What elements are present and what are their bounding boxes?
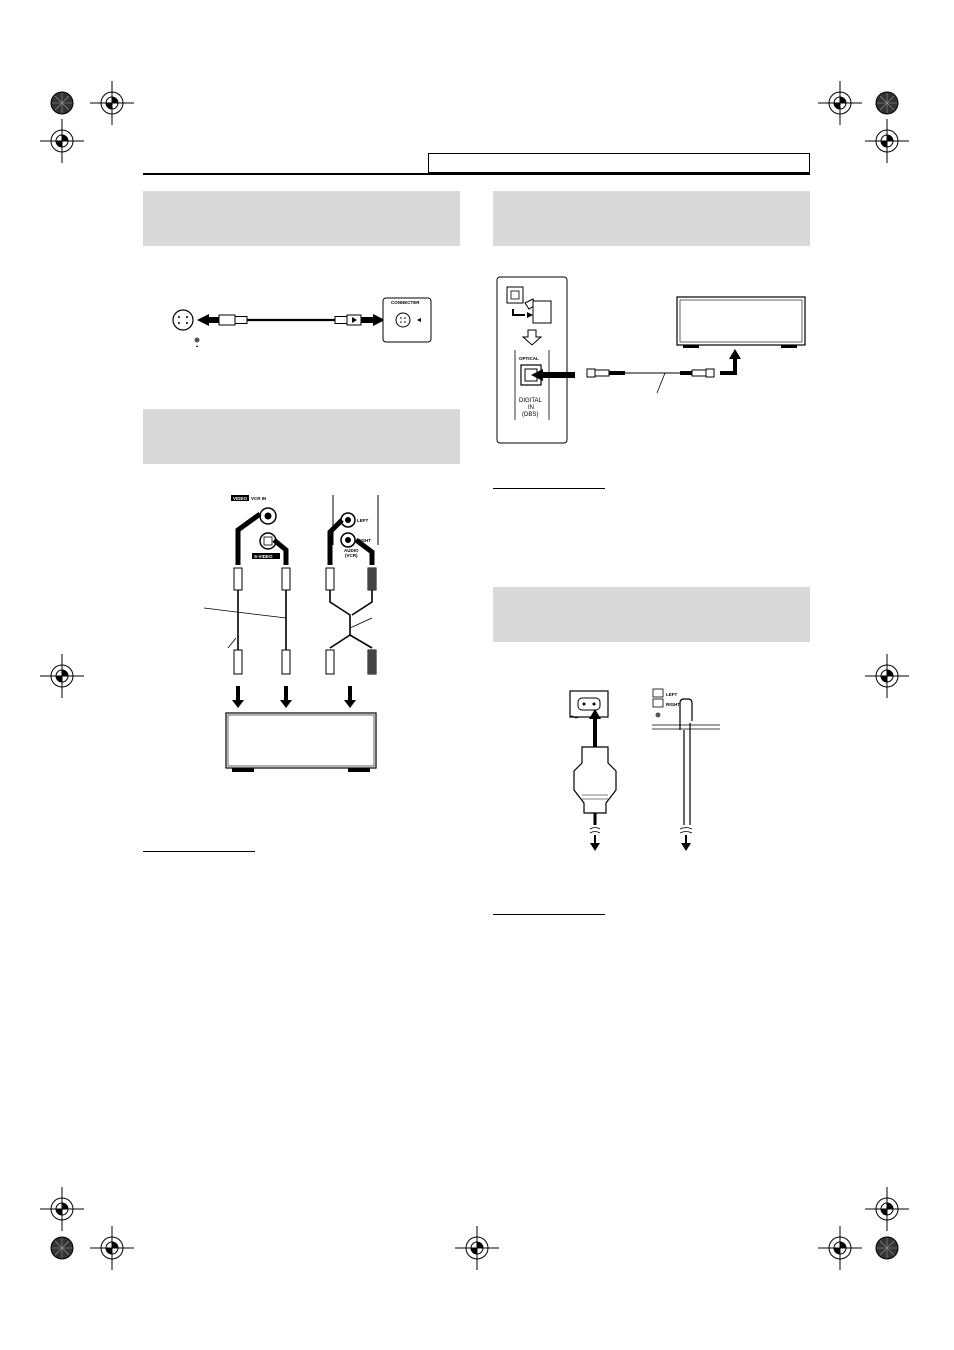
vcr-connection-diagram <box>200 490 400 780</box>
vcr-device-box <box>226 713 376 768</box>
arrow-down-icon <box>344 686 356 708</box>
crosshair-mark <box>865 654 909 698</box>
arrow-right-icon <box>361 314 385 326</box>
spk-left-label: LEFT <box>666 692 678 697</box>
dbs-tuner-box <box>677 297 805 345</box>
spk-right-label: RIGHT <box>666 702 680 707</box>
arrow-left-icon <box>197 314 221 326</box>
crosshair-mark <box>818 81 862 125</box>
connecter-label: CONNECTER <box>391 300 420 305</box>
power-cord-diagram <box>560 685 720 860</box>
starburst-mark <box>51 1237 73 1259</box>
audio-vcr-sublabel: (VCR) <box>345 553 358 558</box>
starburst-mark <box>876 1237 898 1259</box>
crosshair-mark <box>865 1187 909 1231</box>
page-header-box <box>428 153 810 173</box>
crosshair-mark <box>40 654 84 698</box>
arrow-up-icon <box>729 349 741 359</box>
section-band-left-2 <box>143 409 460 464</box>
crosshair-mark <box>40 119 84 163</box>
arrow-down-icon <box>590 843 600 851</box>
gear-small-icon <box>195 338 200 343</box>
optical-connection-diagram <box>495 275 810 450</box>
note-rule-left <box>143 851 255 852</box>
header-rule <box>143 173 810 175</box>
starburst-mark <box>876 92 898 114</box>
crosshair-mark <box>865 119 909 163</box>
digital-dbs-label: (DBS) <box>522 412 539 418</box>
digital-label: DIGITAL <box>519 398 542 404</box>
left-label: LEFT <box>357 518 369 523</box>
optical-label: OPTICAL <box>519 356 539 361</box>
vcr-in-label: VCR IN <box>251 496 267 501</box>
section-band-left-1 <box>143 191 460 246</box>
arrow-down-icon <box>280 686 292 708</box>
mini-din-jack-icon <box>173 310 193 330</box>
crosshair-mark <box>455 1226 499 1270</box>
section-band-right-1 <box>493 191 810 246</box>
starburst-mark <box>51 92 73 114</box>
video-label: VIDEO <box>233 496 248 501</box>
arrow-down-icon <box>232 686 244 708</box>
ac-inlet <box>570 691 608 717</box>
crosshair-mark <box>818 1226 862 1270</box>
note-rule-right-2 <box>493 914 605 915</box>
crosshair-mark <box>40 1187 84 1231</box>
right-label: RIGHT <box>357 538 371 543</box>
arrow-down-icon <box>681 843 691 851</box>
crosshair-mark <box>90 1226 134 1270</box>
digital-in-label: IN <box>528 405 534 411</box>
power-plug <box>574 747 616 813</box>
audio-label: AUDIO <box>344 548 359 553</box>
svideo-label: S-VIDEO <box>254 554 273 559</box>
section-band-right-2 <box>493 587 810 642</box>
note-rule-right-1 <box>493 488 605 489</box>
crosshair-mark <box>90 81 134 125</box>
connecter-cable-diagram <box>165 293 450 353</box>
